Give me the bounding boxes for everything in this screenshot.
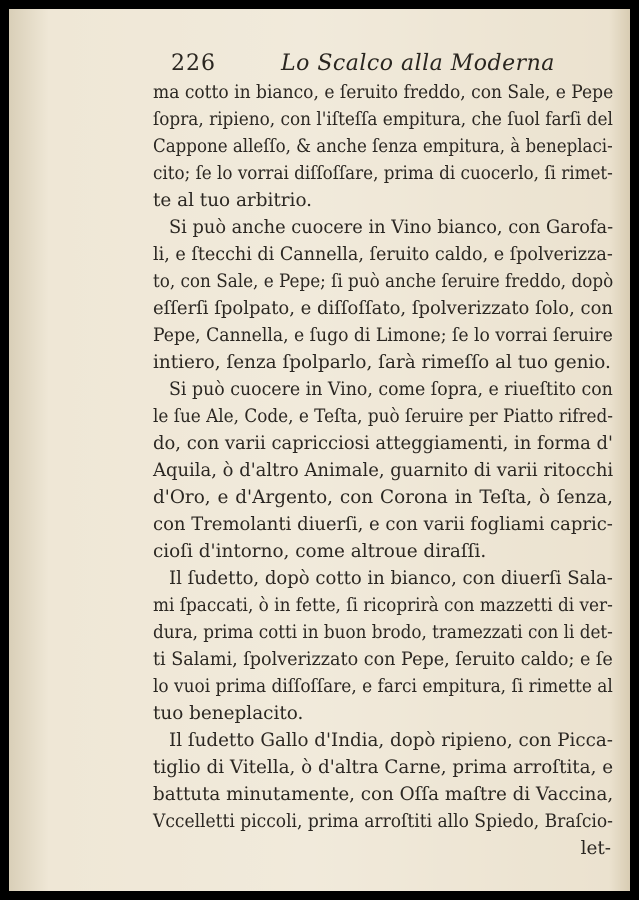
text-line: tiglio di Vitella, ò d'altra Carne, prima arroſtita, e [153,757,614,778]
page-number: 226 [171,51,216,76]
text-line: con Tremolanti diuerſi, e con varii fogliami capric- [153,514,613,535]
page-header [171,47,591,81]
text-line: ſopra, ripieno, con l'iſteſſa empitura, che ſuol farſi del [153,109,613,130]
paragraph-start-line: Si può anche cuocere in Vino bianco, con Garofa- [169,217,614,238]
text-line: Aquila, ò d'altro Animale, guarnito di varii ritocchi [153,460,614,481]
text-line: eſſerſi ſpolpato, e diſſoſſato, ſpolverizzato ſolo, con [153,298,613,319]
catchword: let- [580,838,611,859]
text-line: dura, prima cotti in buon brodo, tramezzati con li det- [153,622,613,643]
text-line: Cappone alleſſo, & anche ſenza empitura, à beneplaci- [153,136,613,157]
text-line: cito; ſe lo vorrai diſſoſſare, prima di cuocerlo, ſi rimet- [153,163,613,184]
paragraph-start-line: Il ſudetto, dopò cotto in bianco, con diuerſi Sala- [169,568,613,589]
text-line: li, e ſtecchi di Cannella, ſeruito caldo, e ſpolverizza- [153,244,613,265]
text-line: to, con Sale, e Pepe; ſi può anche ſeruire freddo, dopò [153,271,614,292]
text-line: battuta minutamente, con Oſſa maſtre di Vaccina, [153,784,614,805]
paragraph-start-line: Si può cuocere in Vino, come ſopra, e riueſtito con [169,379,613,400]
text-line: lo vuoi prima diſſoſſare, e farci empitura, ſi rimette al [153,676,613,697]
paragraph-start-line: Il ſudetto Gallo d'India, dopò ripieno, con Picca- [169,730,613,751]
text-line: ti Salami, ſpolverizzato con Pepe, ſeruito caldo; e ſe [153,649,613,670]
text-line: Vccelletti piccoli, prima arroſtiti allo Spiedo, Braſcio- [153,811,613,832]
text-line: do, con varii capricciosi atteggiamenti, in forma d' [153,433,613,454]
text-line: ma cotto in bianco, e ſeruito freddo, con Sale, e Pepe [153,82,614,103]
text-line: te al tuo arbitrio. [153,190,313,211]
body-text [153,79,623,862]
text-line: d'Oro, e d'Argento, con Corona in Teſta, ò ſenza, [153,487,613,508]
text-line: Pepe, Cannella, e ſugo di Limone; ſe lo vorrai ſeruire [153,325,613,346]
text-line: tuo beneplacito. [153,703,304,724]
text-line: intiero, ſenza ſpolparlo, ſarà rimeſſo al tuo genio. [153,352,611,373]
running-title: Lo Scalco alla Moderna [281,51,555,76]
book-page [9,9,630,891]
text-line: mi ſpaccati, ò in fette, ſi ricoprirà con mazzetti di ver- [153,595,613,616]
text-line: cioſi d'intorno, come altroue diraſſi. [153,541,487,562]
text-line: le ſue Ale, Code, e Teſta, può ſeruire per Piatto rifred- [153,406,613,427]
